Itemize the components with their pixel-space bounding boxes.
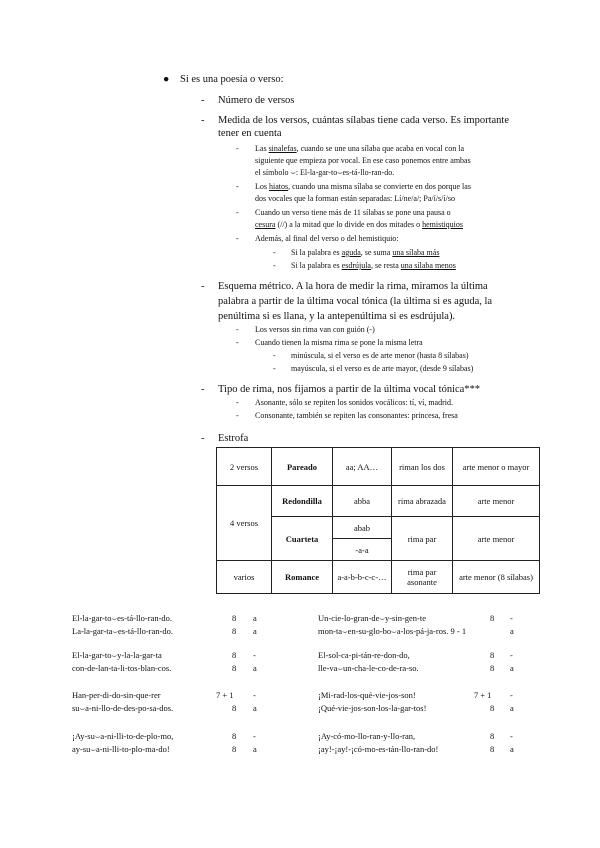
rhyme-letter: - [510,613,513,623]
rhyme-letter: a [253,744,257,754]
syllable-count: 8 [232,703,237,713]
dash: - [201,281,205,292]
item-sinalefas: Las sinalefas, cuando se une una sílaba que acaba en vocal con la [255,144,465,153]
item-medida-line2: tener en cuenta [218,128,282,139]
table-cell: arte menor [453,486,540,517]
rhyme-letter: - [510,650,513,660]
rhyme-letter: a [510,626,514,636]
item-cesura: Cuando un verso tiene más de 11 sílabas se pone una pausa o [255,208,451,217]
syllable-count: 8 [232,650,237,660]
poem-line: El-sol-ca-pi-tán-re-don-do, [318,650,410,660]
dash: - [201,95,205,106]
syllable-count: 7 + 1 [216,690,234,700]
table-cell: -a-a [333,539,392,561]
item-aguda: Si la palabra es aguda, se suma una sílaba más [291,248,440,257]
item-sinalefas-line2: siguiente que empieza por vocal. En ese caso ponemos entre ambas [255,156,471,165]
dash: - [236,234,239,243]
item-sin-rima: Los versos sin rima van con guión (-) [255,325,375,334]
item-hiatos-line2: dos vocales que la forman están separadas: Lí/ne/a/; Pa/í/s/í/so [255,194,455,203]
table-cell: arte menor [453,517,540,561]
table-cell: rima abrazada [392,486,453,517]
poem-line: La-la-gar-ta⌣es-tá-llo-ran-do. [72,626,173,636]
poem-line: mon-ta⌣en-su-glo-bo⌣a-los-pá-ja-ros. 9 - 1 [318,626,467,636]
dash: - [273,351,276,360]
poem-line: ¡Mi-rad-los-qué-vie-jos-son! [318,690,416,700]
item-sinalefas-line3: el símbolo ⌣: El-la-gar-to⌣es-tá-llo-ran-do. [255,168,395,177]
syllable-count: 8 [232,663,237,673]
rhyme-letter: a [510,663,514,673]
dash: - [273,364,276,373]
rhyme-letter: - [253,650,256,660]
dash: - [236,398,239,407]
rhyme-letter: - [253,690,256,700]
syllable-count: 8 [490,650,495,660]
table-cell: riman los dos [392,448,453,486]
item-misma-rima: Cuando tienen la misma rima se pone la misma letra [255,338,423,347]
dash: - [236,144,239,153]
table-cell: abba [333,486,392,517]
table-cell: 4 versos [217,486,272,561]
table-row [217,448,540,486]
dash: - [236,208,239,217]
section-heading: Si es una poesía o verso: [180,74,284,85]
syllable-count: 8 [232,626,237,636]
syllable-count: 8 [232,731,237,741]
dash: - [236,411,239,420]
table-cell: Cuarteta [272,517,333,561]
table-cell: Redondilla [272,486,333,517]
item-cesura-line2: cesura (//) a la mitad que lo divide en dos mitades o hemistiquios [255,220,463,229]
poem-line: El-la-gar-to⌣es-tá-llo-ran-do. [72,613,173,623]
table-row [217,486,540,517]
item-ademas: Además, al final del verso o del hemistiquio: [255,234,399,243]
rhyme-letter: - [253,731,256,741]
table-cell: arte menor (8 sílabas) [453,561,540,594]
table-cell: 2 versos [217,448,272,486]
dash: - [236,325,239,334]
dash: - [201,384,205,395]
dash: - [236,338,239,347]
item-tipo-rima: Tipo de rima, nos fijamos a partir de la última vocal tónica*** [218,384,481,395]
item-numero: Número de versos [218,95,295,106]
table-cell: arte menor o mayor [453,448,540,486]
poem-line: Han-per-di-do-sin-que-rer [72,690,161,700]
poem-line: lle-va⌣un-cha-le-co-de-ra-so. [318,663,419,673]
rhyme-letter: a [253,663,257,673]
syllable-count: 8 [490,663,495,673]
dash: - [273,248,276,257]
poem-line: El-la-gar-to⌣y-la-la-gar-ta [72,650,162,660]
item-mayuscula: mayúscula, si el verso es de arte mayor, (desde 9 sílabas) [291,364,474,373]
rhyme-letter: a [253,626,257,636]
poem-line: ¡Qué-vie-jos-son-los-la-gar-tos! [318,703,427,713]
table-cell: Romance [272,561,333,594]
item-estrofa: Estrofa [218,433,249,444]
item-esquema-line1: Esquema métrico. A la hora de medir la rima, miramos la última [218,281,488,292]
dash: - [201,433,205,444]
poem-line: su⌣a-ni-llo-de-des-po-sa-dos. [72,703,174,713]
syllable-count: 7 + 1 [474,690,492,700]
dash: - [201,115,205,126]
table-cell: a-a-b-b-c-c-… [333,561,392,594]
poem-line: ¡ay!-¡ay!-¡có-mo-es-tán-llo-ran-do! [318,744,439,754]
item-esquema-line2: palabra a partir de la última vocal tónica (la última si es aguda, la [218,296,493,307]
poem-line: ¡Ay-su⌣a-ni-lli-to-de-plo-mo, [72,731,174,741]
item-asonante: Asonante, sólo se repiten los sonidos vocálicos: tí, ví, madrid. [255,398,453,407]
poem-line: ay-su⌣a-ni-lli-to-plo-ma-do! [72,744,170,754]
table-row [217,561,540,594]
table-cell: rima par asonante [392,561,453,594]
item-esdrujula: Si la palabra es esdrújula, se resta una sílaba menos [291,261,456,270]
table-cell: varios [217,561,272,594]
item-esquema-line3: penúltima si es llana, y la antepenúltima si es esdrújula). [218,311,456,322]
item-minuscula: minúscula, si el verso es de arte menor (hasta 8 sílabas) [291,351,469,360]
table-cell: rima par [392,517,453,561]
syllable-count: 8 [490,731,495,741]
bullet-icon: ● [163,74,170,85]
syllable-count: 8 [232,613,237,623]
rhyme-letter: a [510,703,514,713]
table-cell: Pareado [272,448,333,486]
dash: - [236,182,239,191]
item-consonante: Consonante, también se repiten las consonantes: princesa, fresa [255,411,458,420]
dash: - [273,261,276,270]
poem-line: con-de-lan-ta-li-tos-blan-cos. [72,663,172,673]
syllable-count: 8 [232,744,237,754]
table-cell: abab [333,517,392,539]
rhyme-letter: - [510,731,513,741]
rhyme-letter: a [253,703,257,713]
estrofa-table [216,447,540,594]
rhyme-letter: - [510,690,513,700]
table-cell: aa; AA… [333,448,392,486]
syllable-count: 8 [490,613,495,623]
rhyme-letter: a [253,613,257,623]
syllable-count: 8 [490,744,495,754]
rhyme-letter: a [510,744,514,754]
item-medida-line1: Medida de los versos, cuántas sílabas tiene cada verso. Es importante [218,115,509,126]
poem-line: ¡Ay-có-mo-llo-ran-y-llo-ran, [318,731,416,741]
item-hiatos: Los hiatos, cuando una misma sílaba se convierte en dos porque las [255,182,471,191]
poem-line: Un-cie-lo-gran-de⌣y-sin-gen-te [318,613,427,623]
syllable-count: 8 [490,703,495,713]
